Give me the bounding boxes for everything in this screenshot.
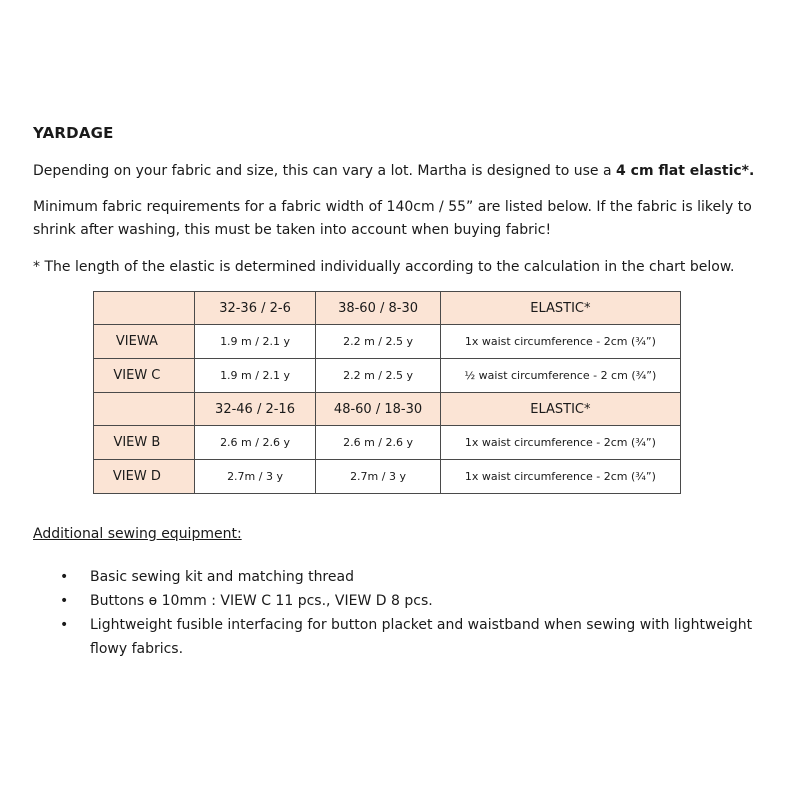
- table-cell: 2.2 m / 2.5 y: [316, 359, 441, 393]
- table-header-cell: 32-46 / 2-16: [194, 393, 316, 426]
- table-header-cell: ELASTIC*: [440, 393, 680, 426]
- table-cell: 1.9 m / 2.1 y: [194, 359, 316, 393]
- list-item: [33, 613, 773, 661]
- table-header-row: [94, 393, 681, 426]
- table-header-cell: 32-36 / 2-6: [194, 292, 316, 325]
- intro-paragraph: [33, 160, 773, 183]
- table-cell: 2.6 m / 2.6 y: [316, 426, 441, 460]
- table-cell: 1x waist circumference - 2cm (¾”): [440, 460, 680, 494]
- table-header-cell: [94, 393, 195, 426]
- table-cell: 2.7m / 3 y: [194, 460, 316, 494]
- table-cell: 2.7m / 3 y: [316, 460, 441, 494]
- table-header-cell: 48-60 / 18-30: [316, 393, 441, 426]
- table-row: [94, 359, 681, 393]
- requirements-paragraph: Minimum fabric requirements for a fabric width of 140cm / 55” are listed below. If the fabric is likely to shrink after washing, this must be taken into account when buying fabric!: [33, 199, 752, 238]
- intro-bold-text: 4 cm flat elastic*.: [616, 163, 755, 179]
- row-label: VIEW C: [94, 359, 195, 393]
- table-row: [94, 325, 681, 359]
- row-label: VIEW D: [94, 460, 195, 494]
- table-cell: 2.6 m / 2.6 y: [194, 426, 316, 460]
- list-item-text: Buttons ɵ 10mm : VIEW C 11 pcs., VIEW D 8 pcs.: [90, 593, 433, 609]
- row-label: VIEW B: [94, 426, 195, 460]
- equipment-heading: Additional sewing equipment:: [33, 526, 242, 542]
- table-header-row: [94, 292, 681, 325]
- table-cell: 1x waist circumference - 2cm (¾”): [440, 426, 680, 460]
- list-item: [33, 589, 773, 613]
- bullet-icon: •: [60, 569, 69, 585]
- list-item: [33, 565, 773, 589]
- table-row: [94, 426, 681, 460]
- yardage-table: [93, 291, 681, 494]
- list-item-text: Basic sewing kit and matching thread: [90, 569, 354, 585]
- intro-text: Depending on your fabric and size, this can vary a lot. Martha is designed to use a: [33, 163, 617, 179]
- table-header-cell: ELASTIC*: [440, 292, 680, 325]
- table-cell: ½ waist circumference - 2 cm (¾”): [440, 359, 680, 393]
- row-label: VIEWA: [94, 325, 195, 359]
- footnote-paragraph: * The length of the elastic is determined individually according to the calculation in the chart below.: [33, 259, 735, 275]
- bullet-icon: •: [60, 593, 69, 609]
- table-header-cell: [94, 292, 195, 325]
- equipment-list: [33, 565, 773, 661]
- list-item-text: Lightweight fusible interfacing for button placket and waistband when sewing with lightweight flowy fabrics.: [90, 617, 753, 657]
- section-heading: YARDAGE: [33, 124, 114, 142]
- table-row: [94, 460, 681, 494]
- table-cell: 1.9 m / 2.1 y: [194, 325, 316, 359]
- table-header-cell: 38-60 / 8-30: [316, 292, 441, 325]
- table-cell: 2.2 m / 2.5 y: [316, 325, 441, 359]
- table-cell: 1x waist circumference - 2cm (¾”): [440, 325, 680, 359]
- bullet-icon: •: [60, 617, 69, 633]
